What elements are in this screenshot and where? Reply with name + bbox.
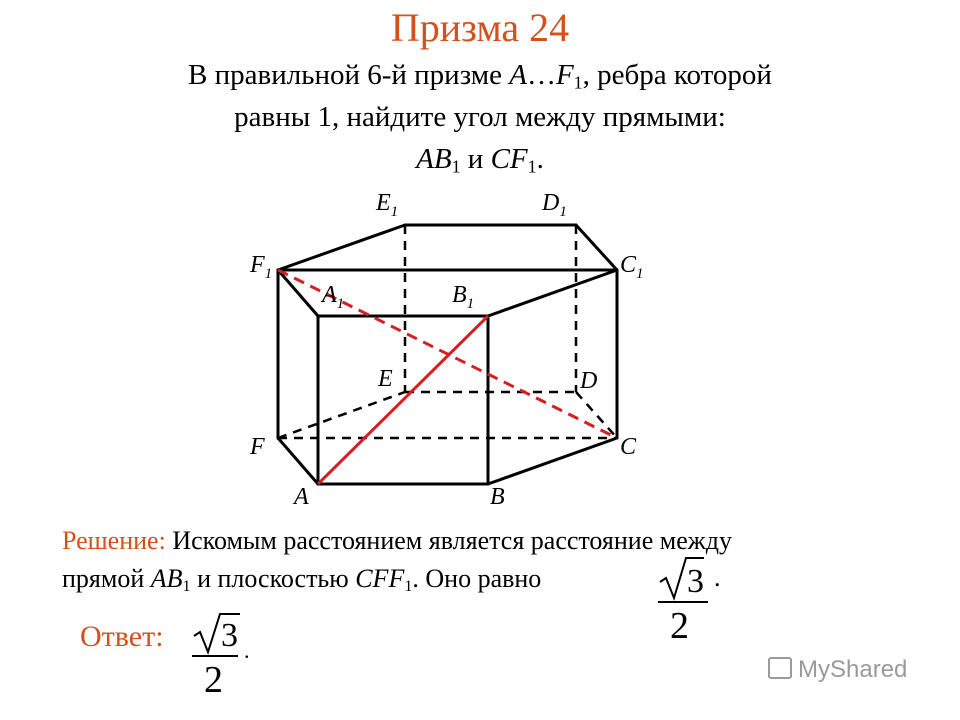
label-a: A bbox=[294, 484, 309, 510]
page-title: Призма 24 bbox=[390, 5, 570, 50]
solution-line-2 bbox=[62, 560, 902, 598]
edge-bc bbox=[488, 438, 617, 484]
problem-line-2: равны 1, найдите угол между прямыми: bbox=[234, 101, 726, 133]
frac-denominator: 2 bbox=[670, 605, 689, 644]
period: . bbox=[244, 638, 250, 663]
subscript: 1 bbox=[182, 578, 191, 596]
presentation-icon bbox=[768, 657, 792, 679]
edge-f1e1 bbox=[278, 225, 405, 270]
solution-label: Решение: bbox=[62, 526, 166, 555]
label-c1: $C_1$ bbox=[620, 252, 644, 282]
solution-fraction bbox=[654, 552, 734, 644]
answer-fraction bbox=[190, 606, 260, 698]
ellipsis: … bbox=[526, 59, 556, 91]
frac-denominator: 2 bbox=[204, 659, 223, 698]
period: . bbox=[714, 563, 721, 592]
solution-text: и плоскостью bbox=[190, 564, 356, 593]
subscript: 1 bbox=[404, 578, 413, 596]
label-c: C bbox=[620, 434, 637, 460]
label-d: D bbox=[580, 368, 598, 394]
solution-block bbox=[62, 522, 902, 598]
plane-cff: CFF bbox=[355, 564, 405, 593]
edge-c1b1 bbox=[488, 270, 617, 316]
problem-text: В правильной 6-й призме bbox=[188, 59, 510, 91]
answer-label: Ответ: bbox=[80, 620, 164, 653]
label-a1: $A_1$ bbox=[322, 282, 345, 312]
label-d1: $D_1$ bbox=[542, 190, 567, 220]
problem-text: , ребра которой bbox=[582, 59, 772, 91]
line-ab: AB bbox=[416, 143, 452, 175]
frac-numerator: 3 bbox=[687, 563, 704, 600]
conjunction: и bbox=[460, 143, 491, 175]
label-e: E bbox=[378, 366, 393, 392]
label-b1: $B_1$ bbox=[452, 282, 475, 312]
edge-d1c1 bbox=[576, 225, 617, 270]
prism-vertex-f: F bbox=[555, 59, 574, 91]
subscript: 1 bbox=[527, 156, 537, 177]
label-e1: $E_1$ bbox=[376, 190, 399, 220]
line-ab1 bbox=[318, 316, 488, 484]
line-cf: CF bbox=[490, 143, 528, 175]
label-f1: $F_1$ bbox=[250, 252, 273, 282]
answer-block bbox=[80, 620, 164, 654]
label-f: F bbox=[250, 434, 265, 460]
period: . bbox=[536, 143, 544, 175]
prism-vertex-a: A bbox=[509, 59, 527, 91]
edge-a1f1 bbox=[278, 270, 318, 316]
label-b: B bbox=[490, 484, 505, 510]
solution-line-1 bbox=[62, 522, 902, 560]
solution-text: прямой bbox=[62, 564, 151, 593]
edge-dc-hidden bbox=[576, 392, 617, 438]
line-ab: AB bbox=[150, 564, 183, 593]
subscript: 1 bbox=[573, 72, 583, 93]
solution-text: . Оно равно bbox=[412, 564, 542, 593]
frac-numerator: 3 bbox=[221, 617, 238, 654]
edge-fa bbox=[278, 438, 318, 484]
watermark-text: MyShared bbox=[798, 656, 908, 683]
solution-text: Искомым расстоянием является расстояние между bbox=[165, 526, 732, 555]
watermark-logo bbox=[768, 656, 907, 684]
subscript: 1 bbox=[451, 156, 461, 177]
